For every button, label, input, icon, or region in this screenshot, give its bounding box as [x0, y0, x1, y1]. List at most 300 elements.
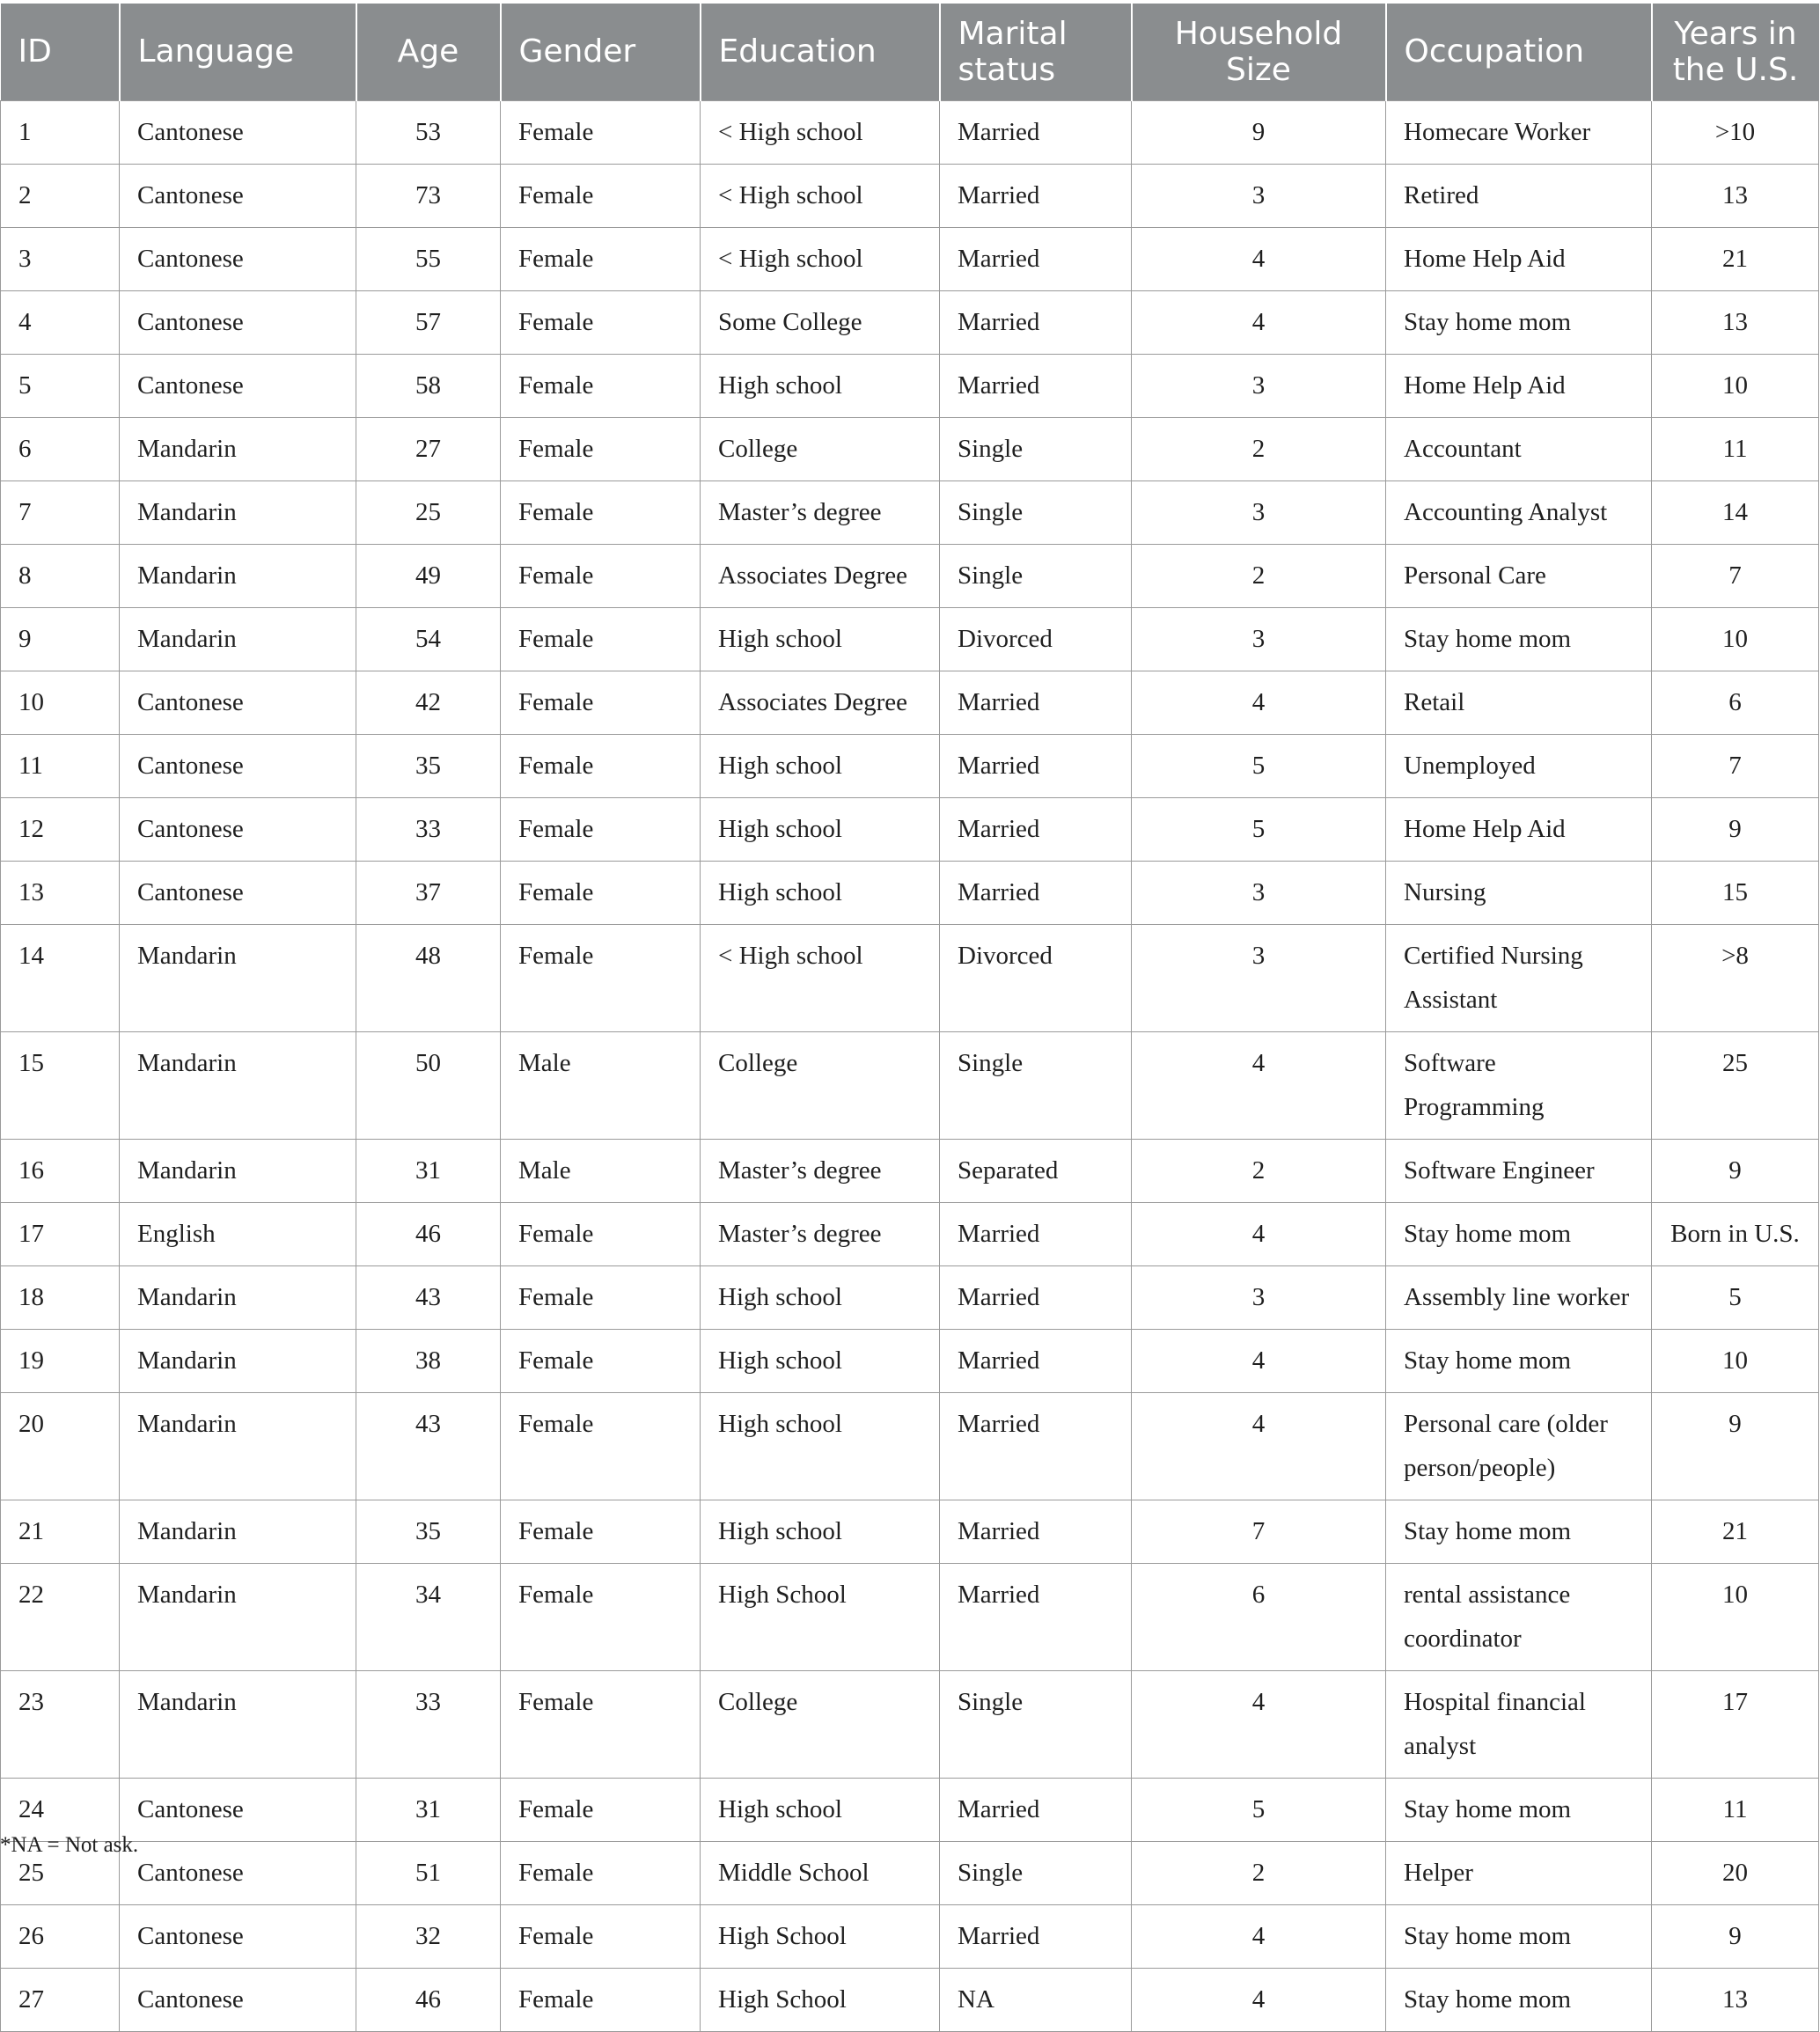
cell-household-size: 4	[1132, 1968, 1386, 2031]
cell-language: Cantonese	[120, 1841, 356, 1904]
cell-household-size: 3	[1132, 164, 1386, 227]
cell-occupation	[1386, 1139, 1652, 1202]
cell-gender: Female	[501, 1778, 701, 1841]
cell-marital-status: Married	[940, 354, 1132, 417]
cell-language: Cantonese	[120, 354, 356, 417]
cell-education: College	[701, 1031, 940, 1139]
cell-occupation-line1: Home Help Aid	[1404, 370, 1566, 400]
cell-years-in-us: 21	[1652, 227, 1819, 290]
cell-language: Mandarin	[120, 924, 356, 1031]
cell-education: Middle School	[701, 1841, 940, 1904]
cell-age: 33	[356, 797, 501, 861]
header-education	[701, 4, 940, 100]
cell-gender: Female	[501, 164, 701, 227]
cell-occupation	[1386, 1265, 1652, 1329]
cell-occupation	[1386, 1670, 1652, 1778]
cell-age: 53	[356, 100, 501, 164]
cell-years-in-us: 9	[1652, 797, 1819, 861]
cell-language: Mandarin	[120, 1670, 356, 1778]
cell-years-in-us: >10	[1652, 100, 1819, 164]
cell-language: Mandarin	[120, 1329, 356, 1392]
header-marital-line1: Marital	[958, 15, 1068, 52]
cell-education: Master’s degree	[701, 1202, 940, 1265]
header-age-label: Age	[397, 33, 459, 70]
participant-demographics-table	[0, 4, 1819, 2032]
cell-occupation-line1: Stay home mom	[1404, 1219, 1572, 1248]
cell-age: 51	[356, 1841, 501, 1904]
header-years-in-us	[1652, 4, 1819, 100]
cell-marital-status: Married	[940, 1202, 1132, 1265]
cell-gender: Female	[501, 797, 701, 861]
cell-occupation-line1: Home Help Aid	[1404, 814, 1566, 843]
cell-household-size: 3	[1132, 924, 1386, 1031]
cell-household-size: 2	[1132, 1841, 1386, 1904]
table-row	[1, 607, 1819, 671]
cell-education: Master’s degree	[701, 1139, 940, 1202]
table-header	[1, 4, 1819, 100]
cell-marital-status: Married	[940, 797, 1132, 861]
cell-marital-status: Married	[940, 861, 1132, 924]
cell-age: 43	[356, 1265, 501, 1329]
cell-years-in-us: 9	[1652, 1139, 1819, 1202]
cell-id: 15	[1, 1031, 120, 1139]
cell-marital-status: Married	[940, 1778, 1132, 1841]
header-age	[356, 4, 501, 100]
cell-years-in-us: 10	[1652, 354, 1819, 417]
cell-household-size: 4	[1132, 1031, 1386, 1139]
cell-occupation	[1386, 924, 1652, 1031]
cell-education: High school	[701, 607, 940, 671]
cell-years-in-us: 7	[1652, 734, 1819, 797]
cell-age: 42	[356, 671, 501, 734]
cell-language: Mandarin	[120, 1265, 356, 1329]
cell-language: English	[120, 1202, 356, 1265]
cell-id: 21	[1, 1500, 120, 1563]
cell-occupation-line1: Retired	[1404, 180, 1479, 209]
cell-education: High School	[701, 1904, 940, 1968]
cell-language: Mandarin	[120, 417, 356, 480]
cell-education: < High school	[701, 227, 940, 290]
cell-occupation	[1386, 544, 1652, 607]
cell-occupation-line1: Nursing	[1404, 877, 1486, 906]
cell-years-in-us: 10	[1652, 607, 1819, 671]
cell-occupation-line1: Certified Nursing	[1404, 941, 1583, 970]
cell-id: 12	[1, 797, 120, 861]
cell-age: 32	[356, 1904, 501, 1968]
cell-marital-status: Single	[940, 1670, 1132, 1778]
cell-gender: Female	[501, 1841, 701, 1904]
cell-education: Associates Degree	[701, 544, 940, 607]
cell-occupation-line1: Stay home mom	[1404, 307, 1572, 336]
table-row	[1, 1841, 1819, 1904]
cell-occupation	[1386, 1968, 1652, 2031]
cell-gender: Female	[501, 1265, 701, 1329]
cell-years-in-us: 14	[1652, 480, 1819, 544]
cell-age: 43	[356, 1392, 501, 1500]
cell-id: 3	[1, 227, 120, 290]
cell-household-size: 4	[1132, 1202, 1386, 1265]
cell-occupation	[1386, 1202, 1652, 1265]
cell-household-size: 4	[1132, 1670, 1386, 1778]
cell-household-size: 9	[1132, 100, 1386, 164]
cell-language: Mandarin	[120, 1139, 356, 1202]
cell-occupation	[1386, 480, 1652, 544]
table-row	[1, 164, 1819, 227]
cell-age: 73	[356, 164, 501, 227]
cell-id: 6	[1, 417, 120, 480]
cell-education: High school	[701, 1265, 940, 1329]
cell-occupation-line2: Programming	[1404, 1092, 1545, 1121]
cell-occupation	[1386, 1392, 1652, 1500]
cell-occupation	[1386, 227, 1652, 290]
table-row	[1, 1670, 1819, 1778]
table-row	[1, 1031, 1819, 1139]
cell-id: 7	[1, 480, 120, 544]
cell-education: High School	[701, 1563, 940, 1670]
cell-education: < High school	[701, 164, 940, 227]
cell-education: High school	[701, 1778, 940, 1841]
cell-occupation	[1386, 100, 1652, 164]
cell-language: Cantonese	[120, 1968, 356, 2031]
table-row	[1, 861, 1819, 924]
cell-household-size: 5	[1132, 1778, 1386, 1841]
cell-language: Mandarin	[120, 544, 356, 607]
cell-age: 34	[356, 1563, 501, 1670]
cell-household-size: 5	[1132, 797, 1386, 861]
cell-gender: Female	[501, 417, 701, 480]
header-household-size	[1132, 4, 1386, 100]
cell-years-in-us: 11	[1652, 1778, 1819, 1841]
cell-marital-status: Married	[940, 1563, 1132, 1670]
header-years-line1: Years in	[1674, 15, 1797, 52]
cell-years-in-us: 6	[1652, 671, 1819, 734]
cell-occupation-line1: Stay home mom	[1404, 1516, 1572, 1545]
cell-age: 54	[356, 607, 501, 671]
header-marital-line2: status	[958, 51, 1056, 88]
cell-education: Associates Degree	[701, 671, 940, 734]
cell-household-size: 4	[1132, 1904, 1386, 1968]
header-household-line2: Size	[1226, 51, 1291, 88]
cell-age: 27	[356, 417, 501, 480]
cell-years-in-us: 13	[1652, 164, 1819, 227]
header-row	[1, 4, 1819, 100]
table-row	[1, 1329, 1819, 1392]
cell-years-in-us: Born in U.S.	[1652, 1202, 1819, 1265]
table-row	[1, 797, 1819, 861]
cell-marital-status: Single	[940, 417, 1132, 480]
table-row	[1, 671, 1819, 734]
cell-language: Cantonese	[120, 1778, 356, 1841]
cell-occupation-line1: Helper	[1404, 1858, 1473, 1887]
cell-id: 22	[1, 1563, 120, 1670]
cell-age: 50	[356, 1031, 501, 1139]
cell-language: Cantonese	[120, 290, 356, 354]
cell-marital-status: Married	[940, 100, 1132, 164]
cell-age: 35	[356, 734, 501, 797]
cell-occupation	[1386, 797, 1652, 861]
cell-id: 13	[1, 861, 120, 924]
cell-occupation-line1: Personal care (older	[1404, 1409, 1608, 1438]
table-row	[1, 1904, 1819, 1968]
cell-id: 24	[1, 1778, 120, 1841]
cell-occupation-line1: Stay home mom	[1404, 1794, 1572, 1823]
cell-occupation-line1: Retail	[1404, 687, 1465, 716]
cell-age: 58	[356, 354, 501, 417]
cell-occupation	[1386, 354, 1652, 417]
table-row	[1, 734, 1819, 797]
cell-occupation-line1: Home Help Aid	[1404, 244, 1566, 273]
cell-id: 14	[1, 924, 120, 1031]
cell-marital-status: Single	[940, 1841, 1132, 1904]
cell-occupation-line1: Stay home mom	[1404, 1984, 1572, 2014]
cell-marital-status: Divorced	[940, 924, 1132, 1031]
cell-occupation-line1: Unemployed	[1404, 751, 1536, 780]
cell-education: High school	[701, 1329, 940, 1392]
cell-id: 8	[1, 544, 120, 607]
cell-marital-status: Married	[940, 1265, 1132, 1329]
cell-gender: Male	[501, 1139, 701, 1202]
cell-marital-status: Married	[940, 734, 1132, 797]
cell-education: College	[701, 1670, 940, 1778]
cell-gender: Female	[501, 1392, 701, 1500]
cell-language: Mandarin	[120, 607, 356, 671]
cell-gender: Female	[501, 1329, 701, 1392]
cell-language: Cantonese	[120, 671, 356, 734]
cell-household-size: 7	[1132, 1500, 1386, 1563]
table-row	[1, 1778, 1819, 1841]
cell-age: 31	[356, 1778, 501, 1841]
cell-years-in-us: >8	[1652, 924, 1819, 1031]
cell-years-in-us: 9	[1652, 1392, 1819, 1500]
cell-language: Cantonese	[120, 227, 356, 290]
cell-occupation	[1386, 1904, 1652, 1968]
cell-marital-status: Single	[940, 480, 1132, 544]
table-row	[1, 100, 1819, 164]
cell-id: 25	[1, 1841, 120, 1904]
cell-gender: Female	[501, 1670, 701, 1778]
cell-household-size: 4	[1132, 1392, 1386, 1500]
cell-occupation	[1386, 734, 1652, 797]
cell-occupation	[1386, 1500, 1652, 1563]
cell-age: 37	[356, 861, 501, 924]
cell-id: 20	[1, 1392, 120, 1500]
cell-language: Cantonese	[120, 100, 356, 164]
cell-marital-status: Married	[940, 1904, 1132, 1968]
cell-education: High school	[701, 354, 940, 417]
cell-id: 5	[1, 354, 120, 417]
cell-education: Master’s degree	[701, 480, 940, 544]
cell-education: High school	[701, 861, 940, 924]
cell-gender: Female	[501, 1904, 701, 1968]
header-occupation-label: Occupation	[1404, 33, 1585, 70]
cell-age: 48	[356, 924, 501, 1031]
cell-marital-status: Married	[940, 227, 1132, 290]
cell-household-size: 6	[1132, 1563, 1386, 1670]
cell-gender: Female	[501, 544, 701, 607]
table-row	[1, 924, 1819, 1031]
table-row	[1, 1968, 1819, 2031]
cell-household-size: 3	[1132, 607, 1386, 671]
header-language-label: Language	[137, 33, 295, 70]
header-years-line2: the U.S.	[1672, 51, 1799, 88]
cell-gender: Female	[501, 1500, 701, 1563]
cell-years-in-us: 10	[1652, 1329, 1819, 1392]
cell-language: Mandarin	[120, 1563, 356, 1670]
cell-occupation-line2: coordinator	[1404, 1624, 1522, 1653]
cell-education: < High school	[701, 924, 940, 1031]
cell-age: 38	[356, 1329, 501, 1392]
table-row	[1, 480, 1819, 544]
cell-occupation	[1386, 290, 1652, 354]
cell-occupation-line1: Hospital financial	[1404, 1687, 1586, 1716]
cell-gender: Female	[501, 227, 701, 290]
cell-gender: Female	[501, 924, 701, 1031]
cell-age: 25	[356, 480, 501, 544]
cell-gender: Female	[501, 734, 701, 797]
cell-gender: Male	[501, 1031, 701, 1139]
cell-years-in-us: 5	[1652, 1265, 1819, 1329]
cell-gender: Female	[501, 1968, 701, 2031]
cell-id: 10	[1, 671, 120, 734]
cell-education: High school	[701, 1392, 940, 1500]
cell-household-size: 4	[1132, 290, 1386, 354]
cell-occupation	[1386, 671, 1652, 734]
cell-household-size: 4	[1132, 1329, 1386, 1392]
cell-age: 31	[356, 1139, 501, 1202]
cell-occupation-line1: Personal Care	[1404, 561, 1546, 590]
cell-occupation-line1: Assembly line worker	[1404, 1282, 1630, 1311]
cell-gender: Female	[501, 480, 701, 544]
cell-occupation-line1: Stay home mom	[1404, 624, 1572, 653]
cell-education: < High school	[701, 100, 940, 164]
cell-gender: Female	[501, 100, 701, 164]
cell-years-in-us: 13	[1652, 290, 1819, 354]
cell-gender: Female	[501, 607, 701, 671]
cell-education: College	[701, 417, 940, 480]
cell-language: Mandarin	[120, 1031, 356, 1139]
cell-gender: Female	[501, 1202, 701, 1265]
cell-age: 55	[356, 227, 501, 290]
table-row	[1, 1500, 1819, 1563]
cell-occupation	[1386, 164, 1652, 227]
cell-occupation-line1: Accounting Analyst	[1404, 497, 1608, 526]
cell-years-in-us: 11	[1652, 417, 1819, 480]
cell-age: 46	[356, 1202, 501, 1265]
cell-education: High school	[701, 734, 940, 797]
table-footnote: *NA = Not ask.	[0, 1833, 139, 1857]
cell-language: Cantonese	[120, 734, 356, 797]
cell-household-size: 2	[1132, 1139, 1386, 1202]
cell-language: Mandarin	[120, 480, 356, 544]
cell-occupation-line2: analyst	[1404, 1731, 1477, 1760]
cell-language: Cantonese	[120, 1904, 356, 1968]
cell-years-in-us: 13	[1652, 1968, 1819, 2031]
table-row	[1, 1563, 1819, 1670]
cell-household-size: 4	[1132, 671, 1386, 734]
table-row	[1, 1202, 1819, 1265]
cell-age: 35	[356, 1500, 501, 1563]
cell-language: Mandarin	[120, 1500, 356, 1563]
cell-household-size: 4	[1132, 227, 1386, 290]
cell-marital-status: Married	[940, 1500, 1132, 1563]
cell-occupation-line1: rental assistance	[1404, 1580, 1571, 1609]
cell-education: Some College	[701, 290, 940, 354]
cell-household-size: 3	[1132, 354, 1386, 417]
cell-id: 19	[1, 1329, 120, 1392]
cell-marital-status: Single	[940, 544, 1132, 607]
cell-occupation-line2: person/people)	[1404, 1453, 1556, 1482]
cell-years-in-us: 10	[1652, 1563, 1819, 1670]
header-marital-status	[940, 4, 1132, 100]
table-row	[1, 544, 1819, 607]
cell-age: 33	[356, 1670, 501, 1778]
cell-occupation	[1386, 417, 1652, 480]
table-row	[1, 1139, 1819, 1202]
cell-language: Cantonese	[120, 164, 356, 227]
cell-occupation-line1: Accountant	[1404, 434, 1522, 463]
cell-marital-status: Married	[940, 1329, 1132, 1392]
header-language	[120, 4, 356, 100]
participant-table-container	[0, 4, 1818, 2032]
cell-occupation	[1386, 1841, 1652, 1904]
cell-years-in-us: 21	[1652, 1500, 1819, 1563]
cell-gender: Female	[501, 290, 701, 354]
table-body	[1, 100, 1819, 2031]
cell-years-in-us: 7	[1652, 544, 1819, 607]
cell-years-in-us: 20	[1652, 1841, 1819, 1904]
cell-occupation	[1386, 1563, 1652, 1670]
cell-occupation-line2: Assistant	[1404, 985, 1498, 1014]
cell-marital-status: Married	[940, 164, 1132, 227]
cell-id: 9	[1, 607, 120, 671]
cell-occupation	[1386, 861, 1652, 924]
table-row	[1, 417, 1819, 480]
cell-household-size: 3	[1132, 861, 1386, 924]
cell-occupation-line1: Homecare Worker	[1404, 117, 1591, 146]
cell-education: High school	[701, 797, 940, 861]
cell-years-in-us: 25	[1652, 1031, 1819, 1139]
cell-gender: Female	[501, 671, 701, 734]
cell-occupation	[1386, 1329, 1652, 1392]
cell-household-size: 2	[1132, 544, 1386, 607]
cell-gender: Female	[501, 1563, 701, 1670]
header-occupation	[1386, 4, 1652, 100]
cell-household-size: 3	[1132, 1265, 1386, 1329]
cell-occupation	[1386, 1778, 1652, 1841]
cell-occupation	[1386, 1031, 1652, 1139]
table-row	[1, 227, 1819, 290]
cell-years-in-us: 15	[1652, 861, 1819, 924]
cell-id: 16	[1, 1139, 120, 1202]
cell-id: 23	[1, 1670, 120, 1778]
cell-household-size: 3	[1132, 480, 1386, 544]
cell-id: 17	[1, 1202, 120, 1265]
cell-language: Cantonese	[120, 797, 356, 861]
cell-marital-status: NA	[940, 1968, 1132, 2031]
cell-id: 27	[1, 1968, 120, 2031]
header-id-label: ID	[18, 33, 52, 70]
table-row	[1, 1265, 1819, 1329]
table-row	[1, 290, 1819, 354]
cell-occupation	[1386, 607, 1652, 671]
cell-id: 4	[1, 290, 120, 354]
cell-age: 46	[356, 1968, 501, 2031]
cell-education: High School	[701, 1968, 940, 2031]
cell-marital-status: Divorced	[940, 607, 1132, 671]
cell-age: 57	[356, 290, 501, 354]
cell-marital-status: Married	[940, 671, 1132, 734]
cell-id: 1	[1, 100, 120, 164]
